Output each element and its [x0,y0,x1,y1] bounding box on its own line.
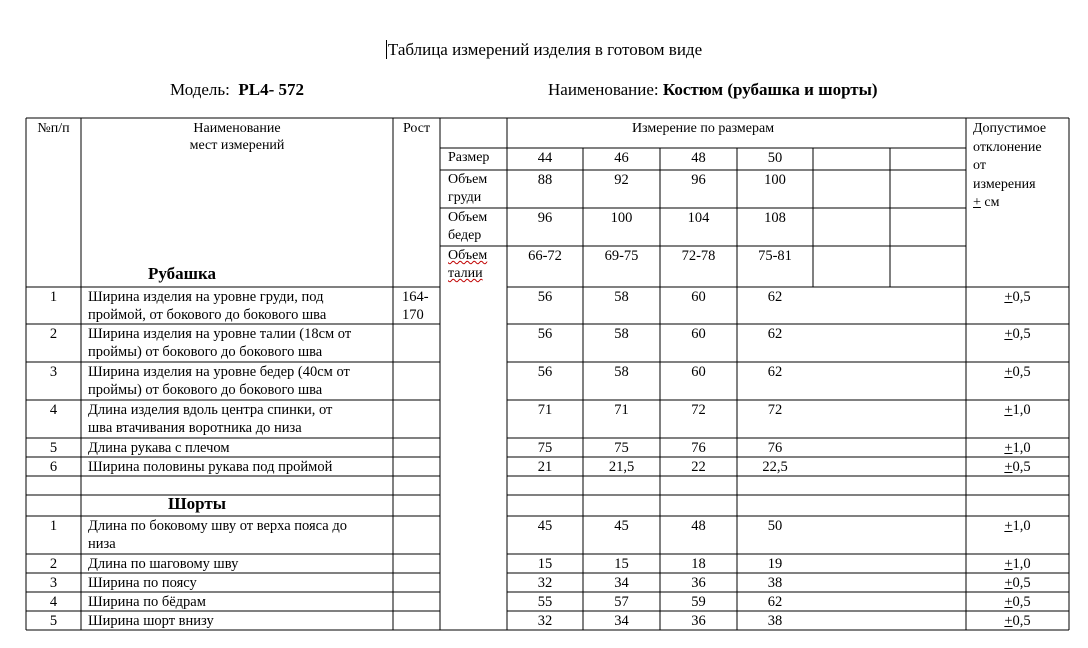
header-tolerance: + см [973,195,1000,210]
shirt-row-value: 58 [614,289,629,305]
height-value: 170 [402,307,424,323]
shorts-row-value: 50 [767,518,783,534]
size-row-label: груди [448,190,482,205]
shirt-row-value: 60 [691,364,706,380]
header-measure: Измерение по размерам [631,121,775,136]
size-value: 72-78 [681,248,716,264]
shorts-row-name: Ширина по поясу [88,575,197,591]
shirt-row-value: 22 [691,459,706,475]
shorts-row-number: 5 [49,613,58,629]
shirt-row-value: 71 [614,402,629,418]
shorts-row-name: Длина по шаговому шву [88,556,239,572]
shorts-row-name: Длина по боковому шву от верха пояса до [88,518,347,534]
shirt-row-number: 2 [49,326,58,342]
shirt-row-name: проймы) от бокового до бокового шва [88,344,323,360]
size-value: 100 [764,172,786,188]
shorts-row-number: 4 [49,594,58,610]
shirt-row-name: шва втачивания воротника до низа [88,420,302,436]
shorts-row-value: 45 [537,518,553,534]
shorts-row-value: 62 [767,594,783,610]
section-shirt: Рубашка [147,264,217,283]
shirt-row-name: проймы) от бокового до бокового шва [88,382,323,398]
size-value: 92 [614,172,629,188]
header-tolerance: отклонение [973,139,1042,155]
size-value: 46 [614,150,629,166]
shirt-row-name: Ширина половины рукава под проймой [88,459,333,475]
shorts-row-value: 55 [537,594,553,610]
name-line [548,80,878,100]
size-value: 75-81 [758,248,792,264]
shorts-row-value: 15 [614,556,629,572]
shorts-row-value: 15 [537,556,553,572]
header-height: Рост [402,121,431,136]
shirt-row-name: Ширина изделия на уровне бедер (40см от [88,364,350,380]
size-value: 50 [767,150,783,166]
shirt-row-value: 62 [767,289,783,305]
shorts-row-value: 19 [767,556,783,572]
size-value: 66-72 [528,248,562,264]
header-name: мест измерений [189,138,285,153]
shirt-row-tolerance: +0,5 [1004,326,1031,342]
shirt-row-tolerance: +0,5 [1004,289,1031,305]
model-value: PL4- 572 [238,80,304,99]
shirt-row-value: 62 [767,326,783,342]
size-row-label: талии [448,266,483,281]
shorts-row-value: 45 [614,518,629,534]
shirt-row-value: 71 [537,402,553,418]
shorts-row-value: 57 [614,594,629,610]
shirt-row-value: 60 [691,326,706,342]
shirt-row-number: 6 [49,459,58,475]
section-shorts: Шорты [167,494,227,513]
shirt-row-value: 56 [537,289,553,305]
shorts-row-tolerance: +0,5 [1004,613,1031,629]
shirt-row-value: 72 [767,402,783,418]
shirt-row-value: 75 [614,440,629,456]
shirt-row-value: 56 [537,326,553,342]
shirt-row-name: Ширина изделия на уровне талии (18см от [88,326,352,342]
shorts-row-value: 34 [614,613,629,629]
size-value: 44 [537,150,553,166]
size-row-label: Размер [448,150,490,165]
shirt-row-value: 60 [691,289,706,305]
header-tolerance: измерения [973,176,1036,192]
model-label: Модель: [170,80,230,99]
shorts-row-number: 3 [49,575,58,591]
shirt-row-name: проймой, от бокового до бокового шва [88,307,327,323]
header-name: Наименование [193,121,281,136]
text-cursor [386,40,387,59]
size-value: 108 [764,210,786,226]
document-title [0,40,1088,60]
shirt-row-name: Длина изделия вдоль центра спинки, от [88,402,333,418]
header-tolerance: от [973,158,986,173]
shorts-row-value: 59 [691,594,706,610]
shorts-row-name: Ширина по бёдрам [88,594,206,610]
shorts-row-value: 36 [691,613,706,629]
model-line [170,80,304,100]
size-value: 48 [691,150,706,166]
shirt-row-value: 76 [691,440,706,456]
shirt-row-number: 5 [49,440,58,456]
shirt-row-value: 75 [537,440,553,456]
shirt-row-value: 72 [691,402,706,418]
size-value: 100 [610,210,633,226]
shorts-row-value: 32 [537,613,553,629]
shorts-row-tolerance: +1,0 [1004,556,1031,572]
shorts-row-number: 2 [49,556,58,572]
shirt-row-value: 62 [767,364,783,380]
shorts-row-tolerance: +1,0 [1004,518,1031,534]
name-label: Наименование: [548,80,659,99]
shirt-row-name: Длина рукава с плечом [88,440,230,456]
shorts-row-value: 32 [537,575,553,591]
shorts-row-value: 36 [691,575,706,591]
shorts-row-tolerance: +0,5 [1004,575,1031,591]
shirt-row-value: 21,5 [608,459,635,475]
size-value: 69-75 [604,248,639,264]
size-value: 88 [537,172,553,188]
shorts-row-value: 38 [767,575,783,591]
shirt-row-number: 3 [49,364,58,380]
size-value: 96 [537,210,553,226]
shirt-row-value: 76 [767,440,783,456]
shorts-row-tolerance: +0,5 [1004,594,1031,610]
shorts-row-value: 18 [691,556,706,572]
shorts-row-name: низа [88,536,116,552]
shirt-row-value: 21 [537,459,553,475]
size-row-label: Объем [448,172,488,187]
height-value: 164- [402,289,429,305]
shirt-row-tolerance: +1,0 [1004,402,1031,418]
shirt-row-tolerance: +0,5 [1004,459,1031,475]
shorts-row-name: Ширина шорт внизу [88,613,214,629]
shirt-row-tolerance: +1,0 [1004,440,1031,456]
shorts-row-value: 48 [691,518,706,534]
size-row-label: Объем [448,248,488,263]
shirt-row-tolerance: +0,5 [1004,364,1031,380]
header-number: №п/п [37,121,70,136]
shirt-row-number: 1 [49,289,58,305]
shirt-row-value: 22,5 [762,459,788,475]
shirt-row-value: 58 [614,326,629,342]
shirt-row-value: 56 [537,364,553,380]
size-value: 104 [687,210,710,226]
size-row-label: Объем [448,210,488,225]
shirt-row-number: 4 [49,402,58,418]
shorts-row-number: 1 [49,518,58,534]
size-value: 96 [691,172,706,188]
shirt-row-name: Ширина изделия на уровне груди, под [88,289,324,305]
shirt-row-value: 58 [614,364,629,380]
header-tolerance: Допустимое [973,121,1047,136]
size-row-label: бедер [448,228,482,243]
title-text: Таблица измерений изделия в готовом виде [387,40,703,59]
shorts-row-value: 38 [767,613,783,629]
name-value: Костюм (рубашка и шорты) [662,80,878,99]
shorts-row-value: 34 [614,575,629,591]
